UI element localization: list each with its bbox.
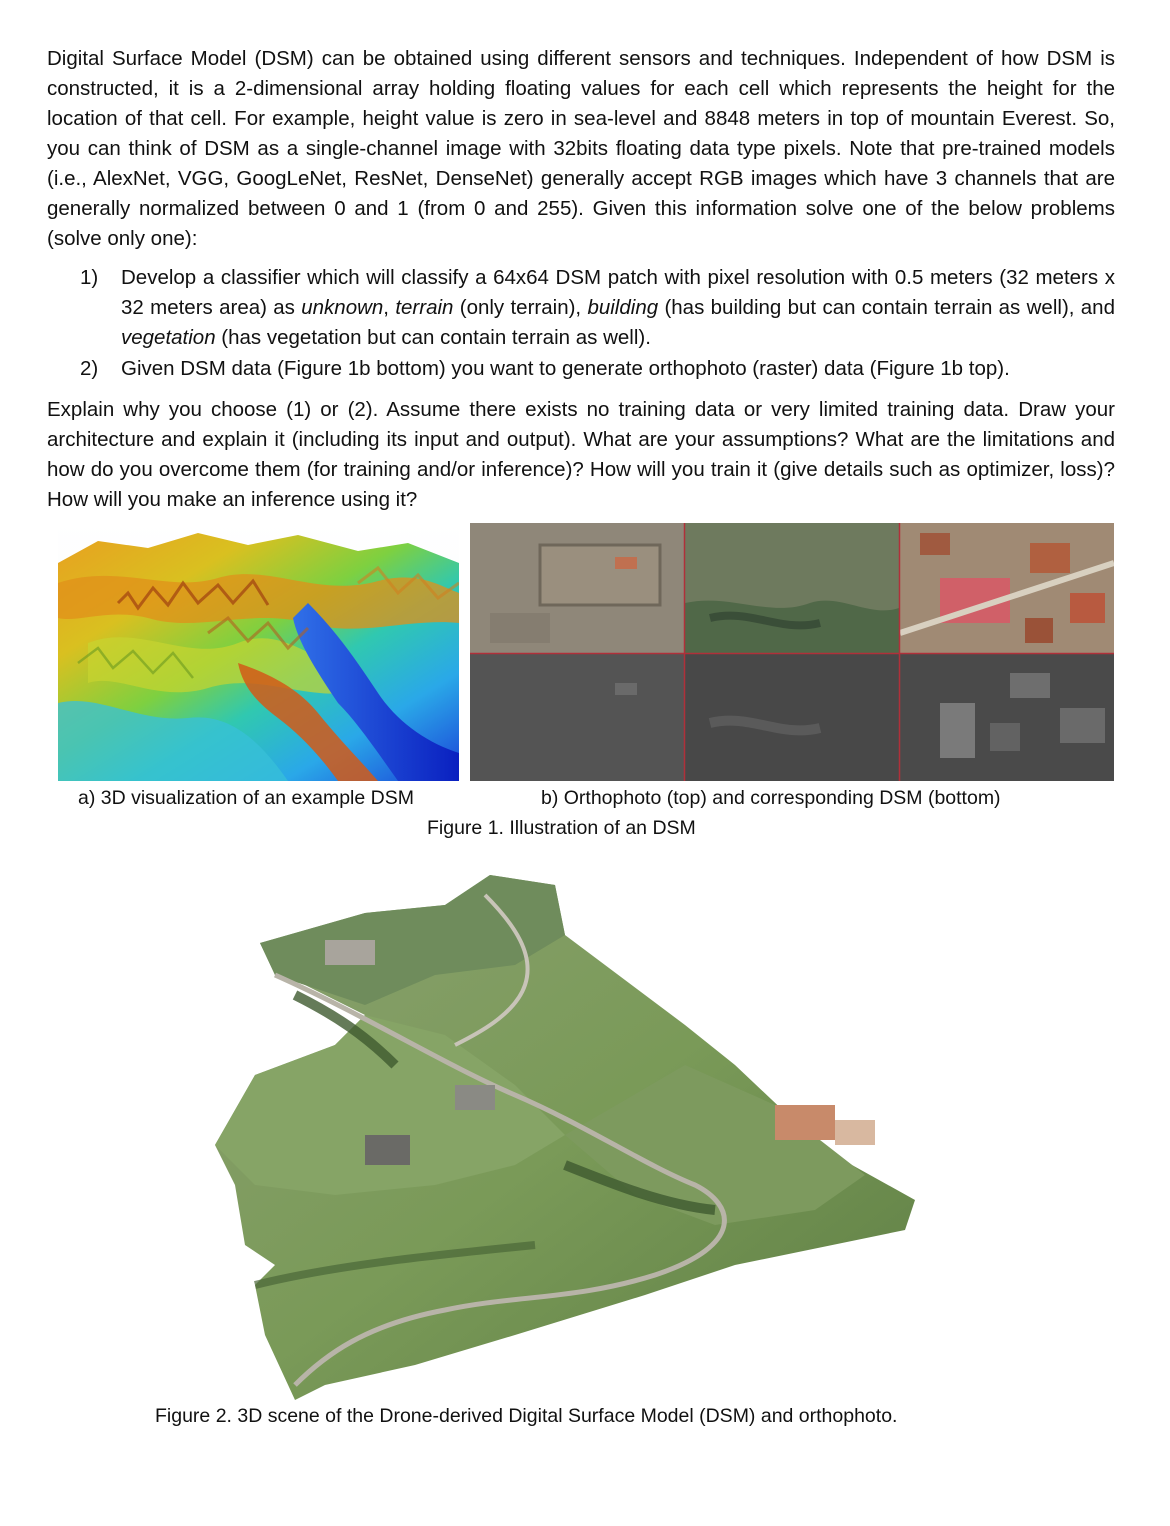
- problem-number: 1): [80, 266, 99, 289]
- orthophoto-dsm-grid-graphic: [470, 523, 1114, 781]
- separator: ,: [383, 296, 396, 319]
- problem-text: Given DSM data (Figure 1b bottom) you want to generate orthophoto (raster) data (Figure 1b top).: [121, 357, 1010, 380]
- figure-1-caption: Figure 1. Illustration of an DSM: [427, 817, 696, 839]
- problem-list: [80, 263, 1115, 384]
- class-vegetation: vegetation: [121, 326, 216, 349]
- instructions-paragraph: Explain why you choose (1) or (2). Assume there exists no training data or very limited training data. Draw your architecture and explain it (including its input and output). What are your assumptions? What are the limitations and how do you overcome them (for training and/or inference)? How will you train it (give details such as optimizer, loss)? How will you make an inference using it?: [47, 398, 1115, 511]
- problem-number: 2): [80, 357, 99, 380]
- intro-paragraph: Digital Surface Model (DSM) can be obtained using different sensors and techniques. Independent of how DSM is constructed, it is a 2-dimensional array holding floating values for each cell which represents the height for the location of that cell. For example, height value is zero in sea-level and 8848 meters in top of mountain Everest. So, you can think of DSM as a single-channel image with 32bits floating data type pixels. Note that pre-trained models (i.e., AlexNet, VGG, GoogLeNet, ResNet, DenseNet) generally accept RGB images which have 3 channels that are generally normalized between 0 and 1 (from 0 and 255). Given this information solve one of the below problems (solve only one):: [47, 47, 1115, 250]
- problem-text: Develop a classifier which will classify a 64x64 DSM patch with pixel resolution with 0.5 meters (32 meters x 32 meters area) as: [121, 266, 1115, 319]
- problem-text: (has vegetation but can contain terrain as well).: [215, 326, 651, 349]
- problem-item-2: [80, 354, 1115, 384]
- figure-1b-caption: b) Orthophoto (top) and corresponding DSM (bottom): [541, 787, 1001, 809]
- figure-1a-caption: a) 3D visualization of an example DSM: [78, 787, 414, 809]
- problem-item-1: [80, 263, 1115, 353]
- figure-2-caption: Figure 2. 3D scene of the Drone-derived Digital Surface Model (DSM) and orthophoto.: [155, 1405, 898, 1427]
- class-building: building: [587, 296, 659, 319]
- dsm-3d-terrain-graphic: [58, 523, 459, 781]
- orthophoto-dsm-comparison-image: [470, 523, 1114, 781]
- problem-text: (has building but can contain terrain as well), and: [658, 296, 1115, 319]
- problem-text: (only terrain),: [453, 296, 588, 319]
- drone-3d-scene-graphic: [215, 865, 915, 1400]
- drone-3d-scene-image: [215, 865, 915, 1400]
- dsm-3d-visualization-image: [58, 523, 459, 781]
- class-unknown: unknown: [301, 296, 384, 319]
- class-terrain: terrain: [395, 296, 454, 319]
